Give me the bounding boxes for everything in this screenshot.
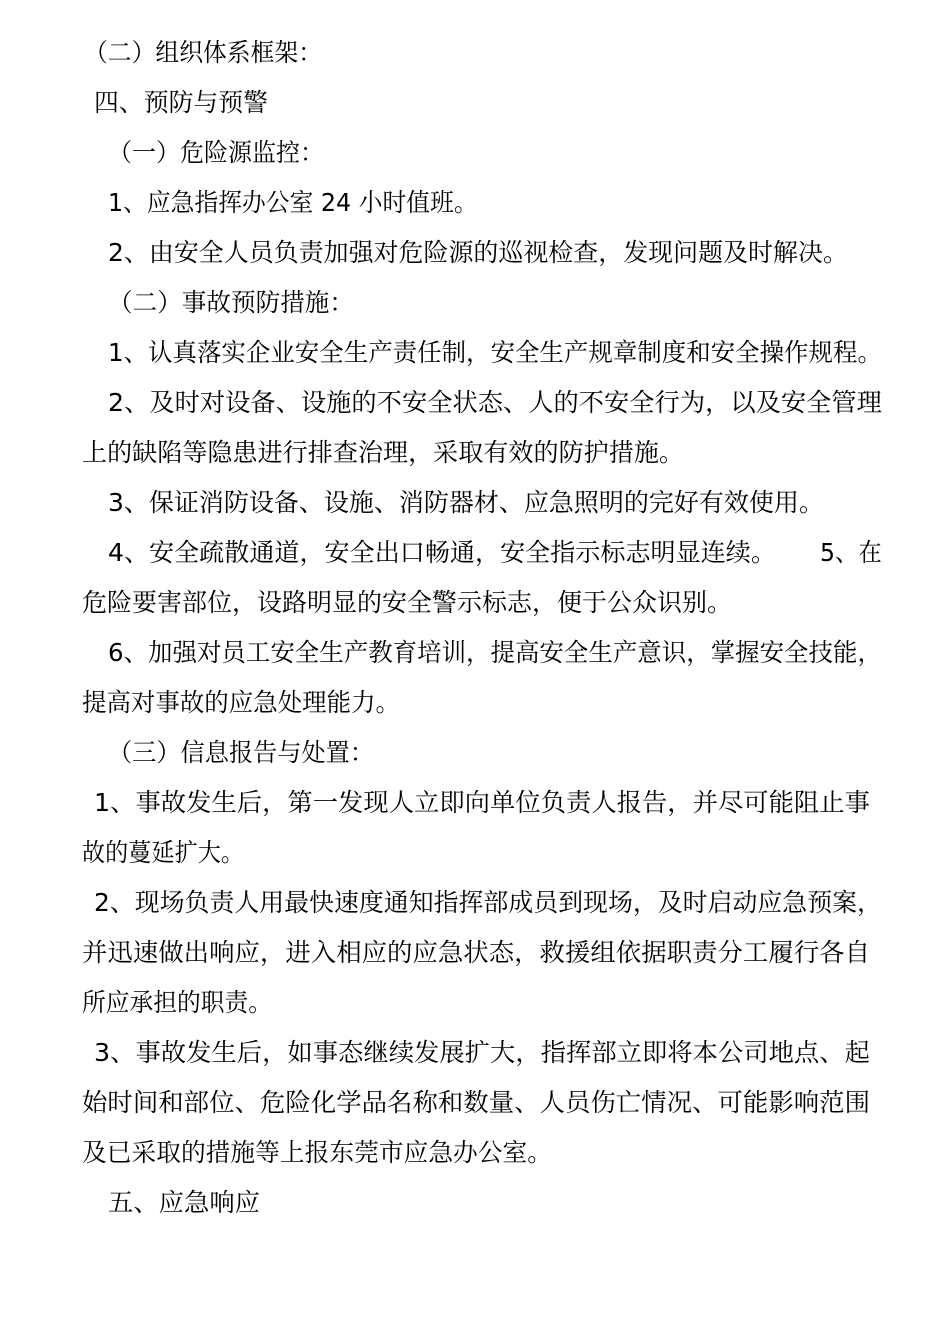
paragraph-line: 2、及时对设备、设施的不安全状态、人的不安全行为，以及安全管理	[108, 388, 882, 417]
heading-org-framework: （二）组织体系框架：	[84, 38, 323, 67]
paragraph-line: 危险要害部位，设路明显的安全警示标志，便于公众识别。	[82, 588, 733, 617]
subheading-hazard-monitoring: （一）危险源监控：	[108, 138, 325, 167]
paragraph-line: 1、应急指挥办公室 24 小时值班。	[108, 188, 478, 217]
paragraph-line: 3、事故发生后，如事态继续发展扩大，指挥部立即将本公司地点、起	[94, 1038, 870, 1067]
section-heading-emergency-response: 五、应急响应	[108, 1188, 261, 1217]
subheading-info-report: （三）信息报告与处置：	[108, 738, 375, 767]
paragraph-line: 2、由安全人员负责加强对危险源的巡视检查，发现问题及时解决。	[108, 238, 848, 267]
paragraph-line: 5、在	[820, 538, 882, 567]
paragraph-line: 上的缺陷等隐患进行排查治理，采取有效的防护措施。	[82, 438, 685, 467]
paragraph-line: 始时间和部位、危险化学品名称和数量、人员伤亡情况、可能影响范围	[82, 1088, 871, 1117]
paragraph-line: 3、保证消防设备、设施、消防器材、应急照明的完好有效使用。	[108, 488, 824, 517]
paragraph-line: 4、安全疏散通道，安全出口畅通，安全指示标志明显连续。	[108, 538, 776, 567]
paragraph-line: 1、认真落实企业安全生产责任制，安全生产规章制度和安全操作规程。	[108, 338, 882, 367]
paragraph-line: 1、事故发生后，第一发现人立即向单位负责人报告，并尽可能阻止事	[94, 788, 870, 817]
subheading-accident-prevention: （二）事故预防措施：	[108, 288, 355, 317]
paragraph-line: 6、加强对员工安全生产教育培训，提高安全生产意识，掌握安全技能，	[108, 638, 882, 667]
paragraph-line: 并迅速做出响应，进入相应的应急状态，救援组依据职责分工履行各自	[82, 938, 871, 967]
section-heading-prevention: 四、预防与预警	[94, 88, 269, 117]
paragraph-line: 2、现场负责人用最快速度通知指挥部成员到现场，及时启动应急预案，	[94, 888, 882, 917]
paragraph-line: 提高对事故的应急处理能力。	[82, 688, 401, 717]
paragraph-line: 所应承担的职责。	[82, 988, 273, 1017]
paragraph-line: 及已采取的措施等上报东莞市应急办公室。	[82, 1138, 553, 1167]
paragraph-line: 故的蔓延扩大。	[82, 838, 245, 867]
